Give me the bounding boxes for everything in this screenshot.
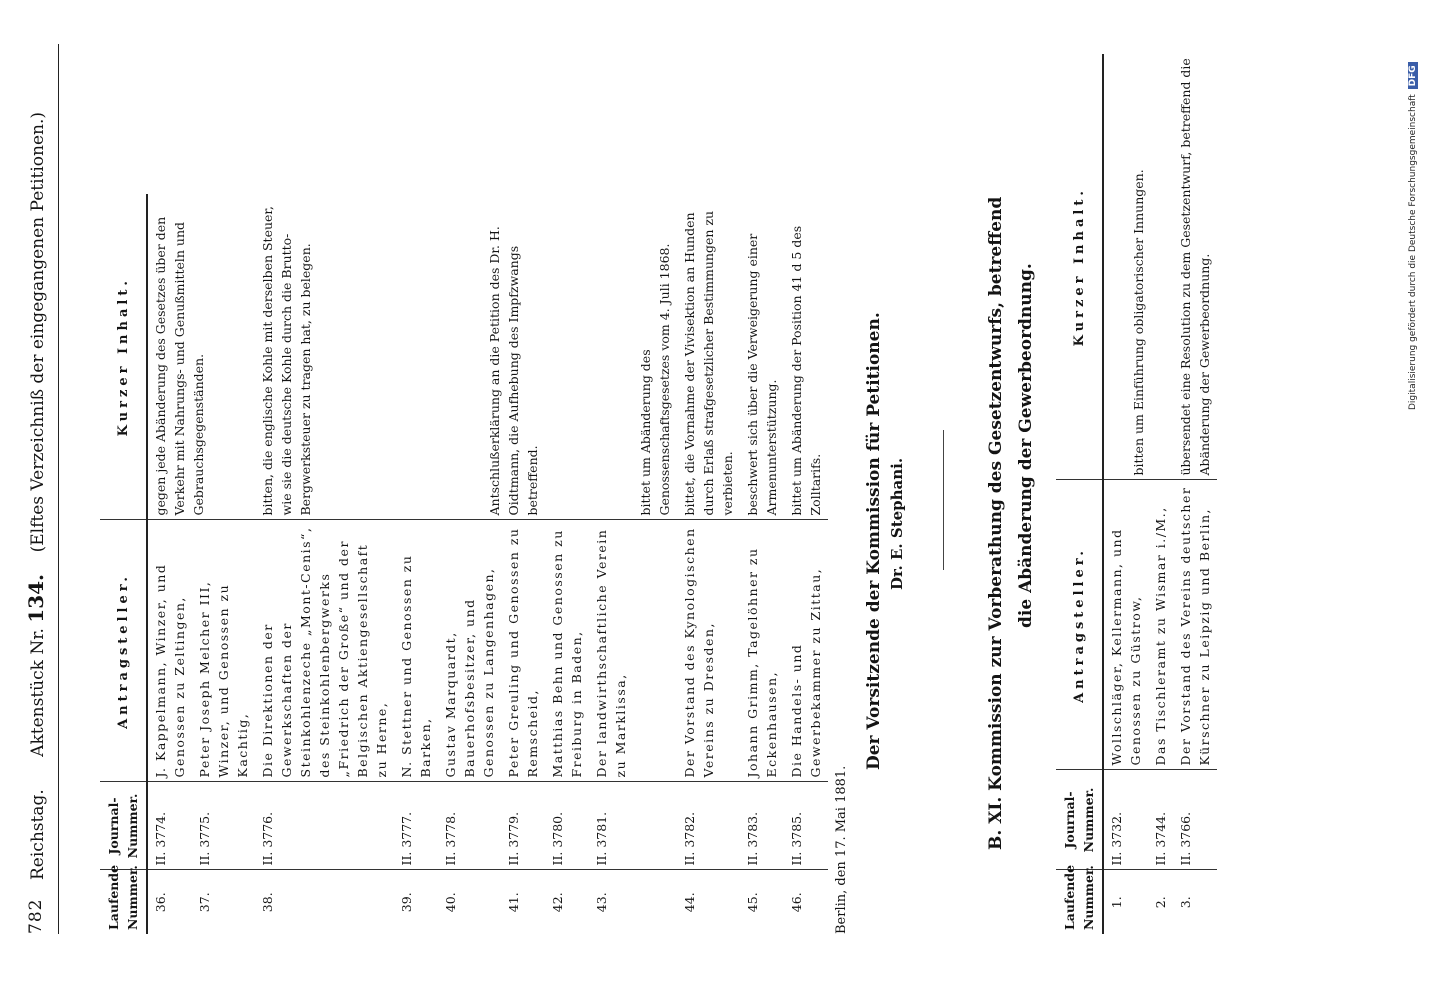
row-journal: II. 3779. (501, 782, 545, 870)
header-document-number: 134. (24, 574, 48, 623)
dfg-logo: DFG (1408, 62, 1418, 89)
row-journal: II. 3781. (589, 782, 633, 870)
row-applicant: N. Stettner und Genossen zu Barken, (394, 520, 438, 782)
row-number: 38. (260, 892, 275, 913)
signature-date: Berlin, den 17. Mai 1881. (834, 765, 849, 934)
row-content: übersendet eine Resolution zu dem Gesetzentwurf, betreffend die Abänderung der Gewerbeordnung. (1173, 54, 1217, 480)
col-header-content: Kurzer Inhalt. (1056, 54, 1103, 480)
row-applicant: Gustav Marquardt, Bauerhofsbesitzer, und Genossen zu Langenhagen, (438, 520, 501, 782)
row-content: Antschlußerklärung an die Petition des Dr. H. Oidtmann, die Aufhebung des Impfzwangs betreffend. (394, 194, 633, 520)
row-number: 1. (1109, 896, 1124, 909)
dfg-stamp (1408, 62, 1418, 410)
row-journal: II. 3775. (192, 782, 255, 870)
row-number: 3. (1178, 896, 1193, 909)
row-number: 37. (197, 892, 212, 913)
row-number: 41. (506, 892, 521, 913)
section-title: B. XI. Kommission zur Vorberathung des Gesetzentwurfs, betreffend (986, 196, 1006, 850)
header-document-label: Aktenstück Nr. (28, 628, 48, 757)
row-journal: II. 3783. (740, 782, 784, 870)
table-row (1173, 54, 1217, 934)
row-number: 42. (550, 892, 565, 913)
row-applicant: Die Direktionen der Gewerkschaften der Steinkohlenzeche „Mont-Cenis“, des Steinkohlenbergwerks „Friedrich der Große“ und der Belgischen Aktiengesellschaft zu Herne, (255, 520, 394, 782)
row-content: bittet um Abänderung des Genossenschaftsgesetzes vom 4. Juli 1868. (633, 194, 677, 520)
row-journal: II. 3785. (784, 782, 828, 870)
page-header (24, 112, 48, 880)
row-journal: II. 3777. (394, 782, 438, 870)
row-journal: II. 3766. (1173, 770, 1217, 870)
table-row (677, 194, 740, 934)
row-number: 43. (594, 892, 609, 913)
signature-title: Der Vorsitzende der Kommission für Petitionen. (864, 312, 884, 770)
table-row (394, 194, 438, 934)
petition-table-1 (100, 194, 828, 934)
col-header-journal: Journal-Nummer. (1056, 770, 1103, 870)
row-content: beschwert sich über die Verweigerung einer Armenunterstützung. (740, 194, 784, 520)
page-number: 782 (26, 898, 46, 934)
table-row (1103, 54, 1148, 934)
row-number: 40. (443, 892, 458, 913)
col-header-number: Laufende Nummer. (1056, 870, 1103, 934)
row-applicant: Johann Grimm, Tagelöhner zu Eckenhausen, (740, 520, 784, 782)
row-applicant: Der landwirthschaftliche Verein zu Marklissa, (589, 520, 633, 782)
row-journal: II. 3778. (438, 782, 501, 870)
row-content: gegen jede Abänderung des Gesetzes über den Verkehr mit Nahrungs- und Genußmitteln und Gebrauchsgegenständen. (147, 194, 255, 520)
row-applicant: Peter Greuling und Genossen zu Remscheid, (501, 520, 545, 782)
row-content: bittet um Abänderung der Position 41 d 5 des Zolltarifs. (784, 194, 828, 520)
section-title-continued: die Abänderung der Gewerbeordnung. (1016, 263, 1036, 628)
table-row (740, 194, 784, 934)
col-header-content: Kurzer Inhalt. (100, 194, 147, 520)
row-journal: II. 3782. (677, 782, 740, 870)
row-number: 45. (745, 892, 760, 913)
row-applicant: Der Vorstand des Vereins deutscher Kürschner zu Leipzig und Berlin, (1173, 480, 1217, 770)
row-applicant: Matthias Behn und Genossen zu Freiburg in Baden, (545, 520, 589, 782)
row-number: 46. (789, 892, 804, 913)
petition-table-2 (1056, 54, 1217, 934)
row-applicant: Der Vorstand des Kynologischen Vereins zu Dresden, (677, 520, 740, 782)
col-header-number: Laufende Nummer. (100, 870, 147, 934)
table-row (147, 194, 192, 934)
row-number: 2. (1153, 896, 1168, 909)
col-header-journal: Journal-Nummer. (100, 782, 147, 870)
row-applicant: Das Tischleramt zu Wismar i./M., (1148, 480, 1173, 770)
row-content: bitten, die englische Kohle mit derselben Steuer, wie sie die deutsche Kohle durch die Brutto-Bergwerksteuer zu tragen hat, zu belegen. (255, 194, 394, 520)
row-applicant: Wollschläger, Kellermann, und Genossen zu Güstrow, (1103, 480, 1148, 770)
row-number: 39. (399, 892, 414, 913)
row-applicant: Die Handels- und Gewerbekammer zu Zittau, (784, 520, 828, 782)
row-journal: II. 3780. (545, 782, 589, 870)
row-journal: II. 3776. (255, 782, 394, 870)
col-header-applicant: Antragsteller. (100, 520, 147, 782)
table-row (633, 194, 677, 934)
dfg-stamp-text: Digitalisierung gefördert durch die Deutsche Forschungsgemeinschaft (1408, 94, 1418, 410)
section-divider (943, 430, 944, 570)
row-journal: II. 3744. (1148, 770, 1173, 870)
row-journal: II. 3732. (1103, 770, 1148, 870)
signature-name: Dr. E. Stephani. (888, 457, 906, 590)
row-content: bittet, die Vornahme der Vivisektion an Hunden durch Erlaß strafgesetzlicher Bestimmungen zu verbieten. (677, 194, 740, 520)
row-journal: II. 3774. (147, 782, 192, 870)
row-content: bitten um Einführung obligatorischer Innungen. (1103, 54, 1173, 480)
row-applicant: Peter Joseph Melcher III, Winzer, und Genossen zu Kachtig, (192, 520, 255, 782)
table-row (784, 194, 828, 934)
header-subtitle: (Elftes Verzeichniß der eingegangenen Petitionen.) (28, 111, 48, 553)
col-header-applicant: Antragsteller. (1056, 480, 1103, 770)
table-row (255, 194, 394, 934)
header-rule (58, 44, 59, 934)
header-left-title: Reichstag. (28, 789, 48, 880)
row-applicant: J. Kappelmann, Winzer, und Genossen zu Zeltingen, (147, 520, 192, 782)
row-number: 36. (153, 892, 168, 913)
row-number: 44. (682, 892, 697, 913)
